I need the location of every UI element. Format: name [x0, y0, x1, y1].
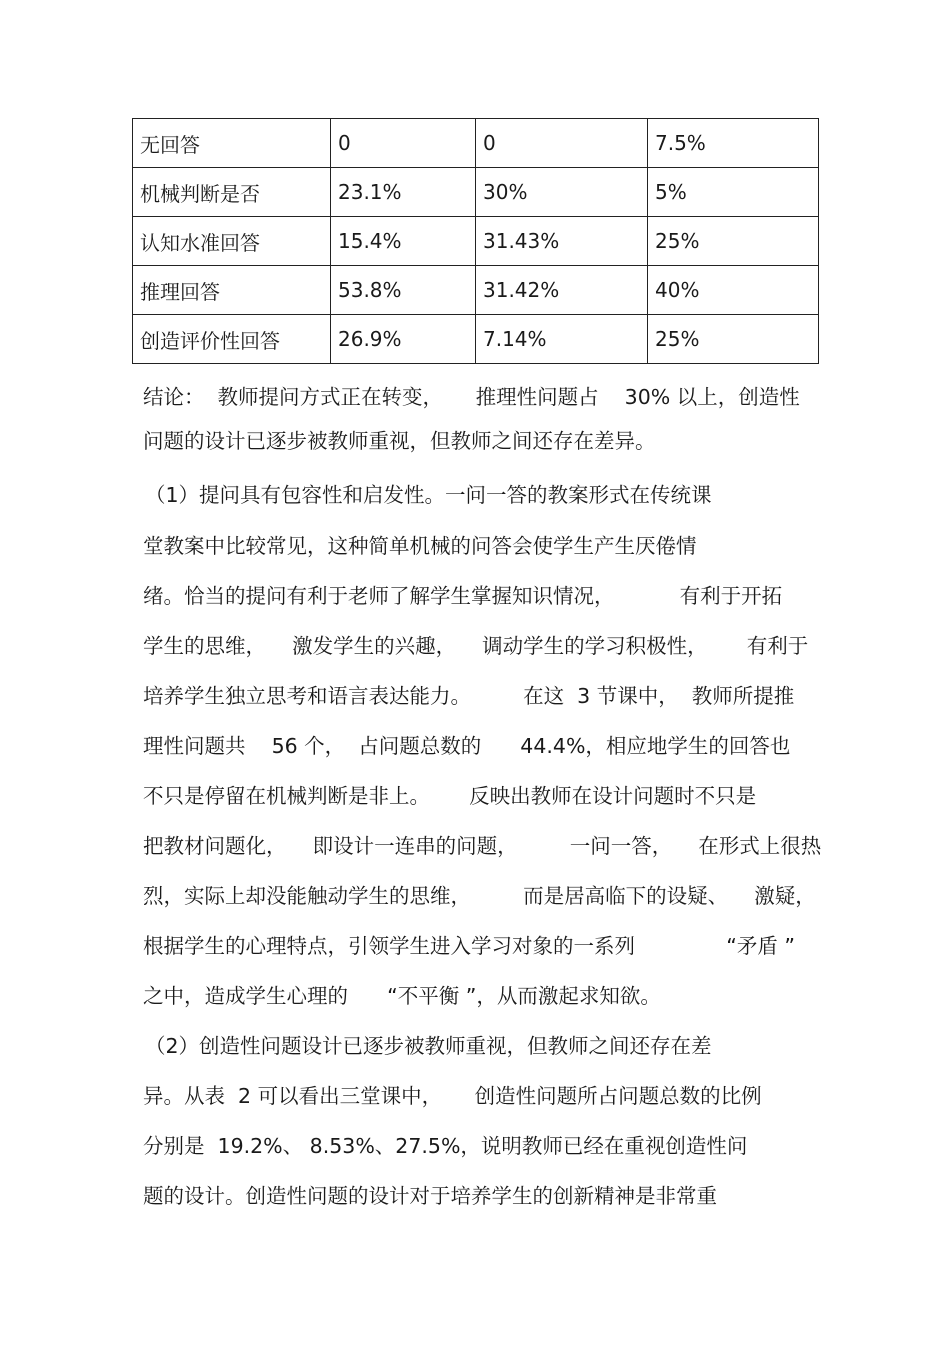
body-text-line: 把教材问题化， 即设计一连串的问题， 一问一答， 在形式上很热	[143, 834, 822, 858]
row-label-cell: 推理回答	[133, 266, 331, 315]
table-row	[133, 315, 819, 364]
body-text-line: （2）创造性问题设计已逐步被教师重视，但教师之间还存在差	[145, 1034, 712, 1058]
table-row	[133, 266, 819, 315]
table-cell: 31.43%	[476, 217, 648, 266]
body-text-line: 题的设计。创造性问题的设计对于培养学生的创新精神是非常重	[143, 1184, 717, 1208]
table-cell: 26.9%	[331, 315, 476, 364]
table-cell: 0	[476, 119, 648, 168]
body-text-line: 不只是停留在机械判断是非上。 反映出教师在设计问题时不只是	[143, 784, 757, 808]
table-row	[133, 217, 819, 266]
body-text-line: 根据学生的心理特点，引领学生进入学习对象的一系列 “矛盾 ”	[143, 934, 795, 958]
table-cell: 53.8%	[331, 266, 476, 315]
table-cell: 0	[331, 119, 476, 168]
body-text-line: 问题的设计已逐步被教师重视，但教师之间还存在差异。	[143, 429, 656, 453]
row-label-cell: 认知水准回答	[133, 217, 331, 266]
body-text-line: 堂教案中比较常见，这种简单机械的问答会使学生产生厌倦情	[143, 534, 697, 558]
body-text-line: 结论： 教师提问方式正在转变， 推理性问题占 30% 以上，创造性	[143, 385, 800, 409]
body-text-line: （1）提问具有包容性和启发性。一问一答的教案形式在传统课	[145, 483, 712, 507]
body-text-line: 异。从表 2 可以看出三堂课中， 创造性问题所占问题总数的比例	[143, 1084, 762, 1108]
body-text-line: 绪。恰当的提问有利于老师了解学生掌握知识情况， 有利于开拓	[143, 584, 783, 608]
statistics-table	[132, 118, 819, 364]
table-cell: 7.5%	[648, 119, 819, 168]
table-cell: 15.4%	[331, 217, 476, 266]
body-text-line: 理性问题共 56 个， 占问题总数的 44.4%，相应地学生的回答也	[143, 734, 791, 758]
table-cell: 5%	[648, 168, 819, 217]
body-text-line: 分别是 19.2%、 8.53%、27.5%，说明教师已经在重视创造性问	[143, 1134, 748, 1158]
table-cell: 31.42%	[476, 266, 648, 315]
table-cell: 25%	[648, 217, 819, 266]
table-cell: 23.1%	[331, 168, 476, 217]
body-text-line: 之中，造成学生心理的 “不平衡 ”，从而激起求知欲。	[143, 984, 661, 1008]
row-label-cell: 无回答	[133, 119, 331, 168]
row-label-cell: 创造评价性回答	[133, 315, 331, 364]
table-row	[133, 168, 819, 217]
body-text-line: 培养学生独立思考和语言表达能力。 在这 3 节课中， 教师所提推	[143, 684, 795, 708]
table-row	[133, 119, 819, 168]
table-cell: 7.14%	[476, 315, 648, 364]
row-label-cell: 机械判断是否	[133, 168, 331, 217]
body-text-line: 学生的思维， 激发学生的兴趣， 调动学生的学习积极性， 有利于	[143, 634, 809, 658]
table-cell: 40%	[648, 266, 819, 315]
body-text-line: 烈，实际上却没能触动学生的思维， 而是居高临下的设疑、 激疑，	[143, 884, 816, 908]
table-cell: 25%	[648, 315, 819, 364]
table-cell: 30%	[476, 168, 648, 217]
